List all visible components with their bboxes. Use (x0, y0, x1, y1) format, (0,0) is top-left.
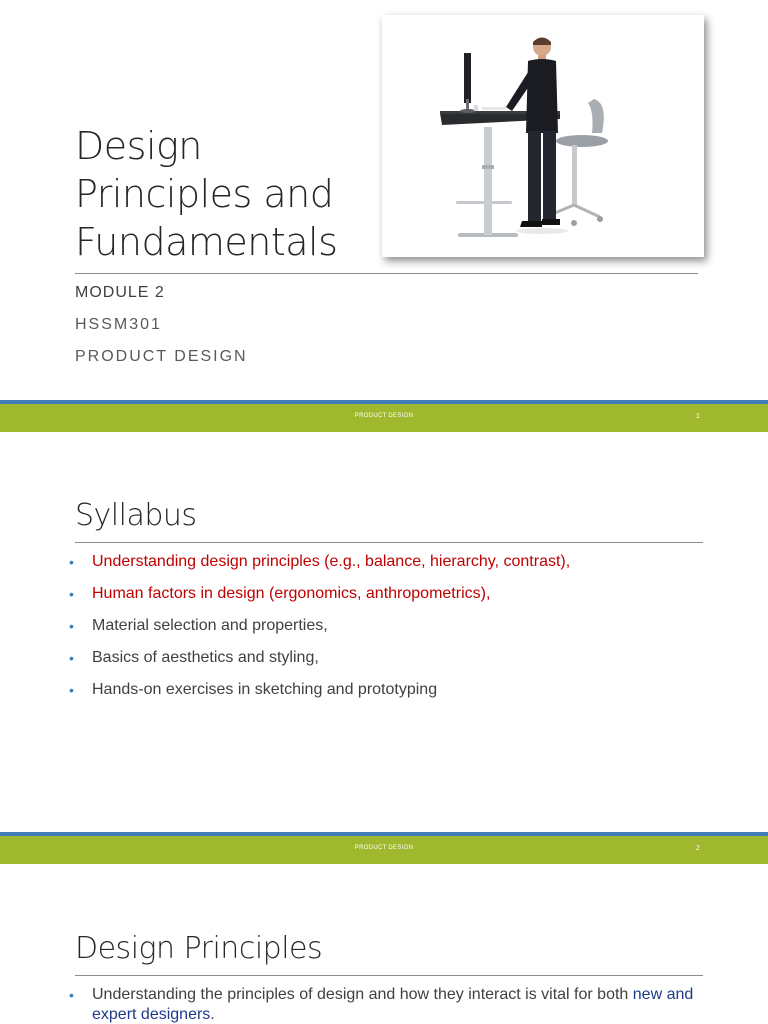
slide-1 (0, 0, 768, 432)
title-line-2: Principles and (75, 172, 334, 216)
slide-2 (0, 432, 768, 865)
slide-footer (0, 832, 768, 864)
footer-text: PRODUCT DESIGN (354, 845, 414, 851)
footer-text: PRODUCT DESIGN (354, 413, 414, 419)
syllabus-list (68, 552, 708, 712)
bullet-icon: • (69, 650, 74, 666)
bullet-text-end: . (210, 1006, 215, 1023)
principles-list (68, 985, 708, 1024)
bullet-icon: • (69, 586, 74, 602)
list-item: • Human factors in design (ergonomics, anthropometrics), (69, 585, 491, 602)
highlighted-text: new and expert designers (92, 986, 694, 1023)
heading-divider (75, 542, 703, 543)
course-code: HSSM301 (75, 316, 162, 333)
title-divider (75, 273, 698, 274)
bullet-icon: • (69, 554, 74, 570)
bullet-icon: • (69, 682, 74, 698)
course-name: PRODUCT DESIGN (75, 348, 248, 365)
list-item: • Material selection and properties, (69, 617, 328, 634)
title-line-1: Design (75, 124, 202, 168)
bullet-icon: • (69, 618, 74, 634)
slide-footer (0, 400, 768, 432)
list-item: • Understanding design principles (e.g., balance, hierarchy, contrast), (69, 553, 571, 570)
title-line-3: Fundamentals (75, 220, 338, 264)
slide-3 (0, 865, 768, 1024)
slide-heading: Syllabus (75, 498, 197, 533)
list-item: • Basics of aesthetics and styling, (69, 649, 319, 666)
page-number: 2 (696, 845, 700, 852)
bullet-icon: • (69, 987, 74, 1003)
heading-divider (75, 975, 703, 976)
standing-desk-photo (382, 15, 704, 257)
standing-desk-illustration (382, 15, 704, 257)
page-number: 1 (696, 413, 700, 420)
module-label: MODULE 2 (75, 284, 165, 301)
list-item: • Hands-on exercises in sketching and prototyping (69, 681, 438, 698)
slide-heading: Design Principles (75, 931, 323, 966)
slide-title (75, 122, 375, 266)
list-item (68, 985, 708, 1024)
bullet-text: Understanding the principles of design and how they interact is vital for both (92, 986, 629, 1003)
